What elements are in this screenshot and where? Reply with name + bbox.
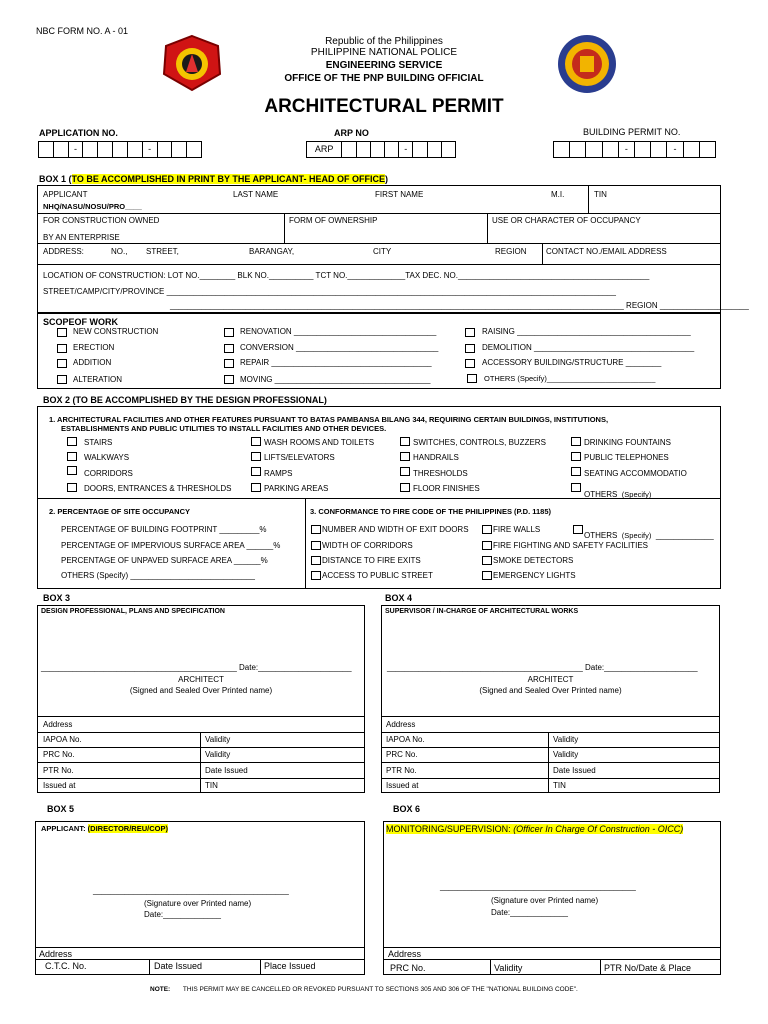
box3-architect: ARCHITECT bbox=[178, 675, 224, 684]
box4-issued-at[interactable]: Issued at bbox=[386, 781, 419, 790]
box6-label: BOX 6 bbox=[393, 804, 421, 814]
header-office: OFFICE OF THE PNP BUILDING OFFICIAL bbox=[284, 73, 484, 84]
contact-label: CONTACT NO./EMAIL ADDRESS bbox=[546, 247, 667, 256]
checkbox-renovation[interactable] bbox=[224, 328, 234, 337]
header-republic: Republic of the Philippines bbox=[325, 36, 443, 47]
checkbox-wash-rooms[interactable] bbox=[251, 437, 261, 446]
by-enterprise-label: BY AN ENTERPRISE bbox=[43, 233, 120, 242]
others-fire-label: OTHERS (Specify) _____________ bbox=[584, 531, 714, 540]
floor-finishes-label: FLOOR FINISHES bbox=[413, 484, 480, 493]
corridors-label: CORRIDORS bbox=[84, 469, 133, 478]
checkbox-handrails[interactable] bbox=[400, 452, 410, 461]
applicant-label: APPLICANT bbox=[43, 190, 88, 199]
box3-iapoa[interactable]: IAPOA No. bbox=[43, 735, 82, 744]
parking-label: PARKING AREAS bbox=[264, 484, 329, 493]
use-character-label: USE OR CHARACTER OF OCCUPANCY bbox=[492, 216, 641, 225]
checkbox-switches[interactable] bbox=[400, 437, 410, 446]
header-pnp: PHILIPPINE NATIONAL POLICE bbox=[310, 47, 458, 58]
box3-prc[interactable]: PRC No. bbox=[43, 750, 75, 759]
checkbox-alteration[interactable] bbox=[57, 375, 67, 384]
checkbox-walkways[interactable] bbox=[67, 452, 77, 461]
item1-text-b: ESTABLISHMENTS AND PUBLIC UTILITIES TO INSTALL FACILITIES AND OTHER DEVICES. bbox=[61, 424, 387, 433]
others-facilities-label: OTHERS (Specify) __________ bbox=[584, 490, 701, 499]
box5-date-issued[interactable]: Date Issued bbox=[154, 961, 203, 971]
demolition-label: DEMOLITION ____________________________________ bbox=[482, 343, 695, 352]
lifts-label: LIFTS/ELEVATORS bbox=[264, 453, 335, 462]
region-label: REGION bbox=[495, 247, 527, 256]
thresholds-label: THRESHOLDS bbox=[413, 469, 468, 478]
box5-heading: APPLICANT: (DIRECTOR/REU/COP) bbox=[41, 824, 168, 833]
pct-unpaved-field[interactable]: PERCENTAGE OF UNPAVED SURFACE AREA ______% bbox=[61, 556, 268, 565]
box6-signature-line[interactable]: ____________________________________________ bbox=[440, 882, 636, 891]
box3-heading: DESIGN PROFESSIONAL, PLANS AND SPECIFICATION bbox=[41, 608, 225, 615]
address-label: ADDRESS: bbox=[43, 247, 84, 256]
checkbox-erection[interactable] bbox=[57, 344, 67, 353]
alteration-label: ALTERATION bbox=[73, 375, 123, 384]
checkbox-exit-doors[interactable] bbox=[311, 525, 321, 534]
footer-note: NOTE: THIS PERMIT MAY BE CANCELLED OR REVOKED PURSUANT TO SECTIONS 305 AND 306 OF THE "NATIONAL BUILDING CODE". bbox=[150, 986, 578, 993]
box6-ptr[interactable]: PTR No/Date & Place bbox=[604, 963, 692, 973]
tin-label: TIN bbox=[594, 190, 607, 199]
erection-label: ERECTION bbox=[73, 343, 115, 352]
first-name-label: FIRST NAME bbox=[375, 190, 424, 199]
checkbox-doors[interactable] bbox=[67, 483, 77, 492]
checkbox-demolition[interactable] bbox=[465, 344, 475, 353]
checkbox-width-corridors[interactable] bbox=[311, 541, 321, 550]
box4-date-issued[interactable]: Date Issued bbox=[553, 766, 596, 775]
street-label: STREET, bbox=[146, 247, 179, 256]
checkbox-drinking[interactable] bbox=[571, 437, 581, 446]
box6-signature-caption: (Signature over Printed name) bbox=[491, 896, 599, 905]
box4-validity2[interactable]: Validity bbox=[553, 750, 579, 759]
checkbox-addition[interactable] bbox=[57, 359, 67, 368]
handrails-label: HANDRAILS bbox=[413, 453, 459, 462]
box5-signature-line[interactable]: ____________________________________________ bbox=[93, 886, 289, 895]
checkbox-conversion[interactable] bbox=[224, 344, 234, 353]
checkbox-raising[interactable] bbox=[465, 328, 475, 337]
doors-label: DOORS, ENTRANCES & THRESHOLDS bbox=[84, 484, 232, 493]
box4-iapoa[interactable]: IAPOA No. bbox=[386, 735, 425, 744]
location-line[interactable]: LOCATION OF CONSTRUCTION: LOT NO.________ BLK NO.__________ TCT NO._____________TAX DEC. NO.___________________________________________ bbox=[43, 271, 650, 280]
checkbox-parking[interactable] bbox=[251, 483, 261, 492]
arp-no-field[interactable]: ARP - bbox=[306, 141, 456, 158]
box4-signed: (Signed and Sealed Over Printed name) bbox=[479, 686, 622, 695]
box4-prc[interactable]: PRC No. bbox=[386, 750, 418, 759]
box5-ctc[interactable]: C.T.C. No. bbox=[45, 961, 87, 971]
checkbox-ramps[interactable] bbox=[251, 467, 261, 476]
conversion-label: CONVERSION ________________________________ bbox=[240, 343, 439, 352]
checkbox-smoke-detectors[interactable] bbox=[482, 556, 492, 565]
checkbox-new-construction[interactable] bbox=[57, 328, 67, 337]
region-line[interactable]: ______________________________________________________________________________________________________ REGION ____________________ bbox=[170, 301, 749, 310]
box5-date[interactable]: Date:_____________ bbox=[144, 910, 221, 919]
building-permit-no-field[interactable]: - - bbox=[553, 141, 716, 158]
fire-walls-label: FIRE WALLS bbox=[493, 525, 541, 534]
checkbox-thresholds[interactable] bbox=[400, 467, 410, 476]
checkbox-moving[interactable] bbox=[224, 375, 234, 384]
repair-label: REPAIR ____________________________________ bbox=[240, 358, 432, 367]
distance-exits-label: DISTANCE TO FIRE EXITS bbox=[322, 556, 421, 565]
page-title: ARCHITECTURAL PERMIT bbox=[264, 96, 504, 117]
checkbox-distance-exits[interactable] bbox=[311, 556, 321, 565]
drinking-label: DRINKING FOUNTAINS bbox=[584, 438, 671, 447]
checkbox-fire-fighting[interactable] bbox=[482, 541, 492, 550]
checkbox-accessory[interactable] bbox=[465, 359, 475, 368]
checkbox-access-street[interactable] bbox=[311, 571, 321, 580]
building-permit-no-label: BUILDING PERMIT NO. bbox=[583, 127, 681, 137]
checkbox-repair[interactable] bbox=[224, 359, 234, 368]
box4-section bbox=[381, 605, 720, 793]
checkbox-floor-finishes[interactable] bbox=[400, 483, 410, 492]
application-no-label: APPLICATION NO. bbox=[39, 128, 118, 138]
arp-no-label: ARP NO bbox=[334, 128, 369, 138]
walkways-label: WALKWAYS bbox=[84, 453, 130, 462]
checkbox-others-scope[interactable] bbox=[467, 374, 477, 383]
raising-label: RAISING _______________________________________ bbox=[482, 327, 691, 336]
exit-doors-label: NUMBER AND WIDTH OF EXIT DOORS bbox=[322, 525, 469, 534]
item1-text-a: 1. ARCHITECTURAL FACILITIES AND OTHER FEATURES PURSUANT TO BATAS PAMBANSA BILANG 344, REQUIRING CERTAIN BUILDINGS, INSTITUTIONS, bbox=[49, 415, 609, 424]
box3-tin[interactable]: TIN bbox=[205, 781, 218, 790]
city-label: CITY bbox=[373, 247, 392, 256]
header-engineering: ENGINEERING SERVICE bbox=[325, 60, 443, 71]
box2-label: BOX 2 (TO BE ACCOMPLISHED BY THE DESIGN PROFESSIONAL) bbox=[43, 395, 327, 405]
form-ownership-label: FORM OF OWNERSHIP bbox=[289, 216, 378, 225]
box3-signed: (Signed and Sealed Over Printed name) bbox=[129, 686, 273, 695]
box3-signature-line[interactable]: ____________________________________________ Date:_____________________ bbox=[41, 663, 352, 672]
item3-title: 3. CONFORMANCE TO FIRE CODE OF THE PHILIPPINES (P.D. 1185) bbox=[310, 507, 552, 516]
checkbox-corridors[interactable] bbox=[67, 466, 77, 475]
box3-address[interactable]: Address bbox=[43, 720, 73, 729]
box6-prc[interactable]: PRC No. bbox=[390, 963, 426, 973]
box3-ptr[interactable]: PTR No. bbox=[43, 766, 74, 775]
checkbox-seating[interactable] bbox=[571, 467, 581, 476]
seating-label: SEATING ACCOMMODATIO bbox=[584, 469, 687, 478]
pct-footprint-field[interactable]: PERCENTAGE OF BUILDING FOOTPRINT _________% bbox=[61, 525, 267, 534]
box3-section bbox=[37, 605, 365, 793]
box6-date[interactable]: Date:_____________ bbox=[491, 908, 568, 917]
checkbox-stairs[interactable] bbox=[67, 437, 77, 446]
box1-label: BOX 1 (TO BE ACCOMPLISHED IN PRINT BY THE APPLICANT- HEAD OF OFFICE) bbox=[39, 174, 389, 184]
checkbox-telephones[interactable] bbox=[571, 452, 581, 461]
accessory-label: ACCESSORY BUILDING/STRUCTURE ________ bbox=[482, 358, 662, 367]
box3-validity1[interactable]: Validity bbox=[205, 735, 231, 744]
switches-label: SWITCHES, CONTROLS, BUZZERS bbox=[413, 438, 546, 447]
form-number: NBC FORM NO. A - 01 bbox=[36, 26, 129, 36]
moving-label: MOVING ___________________________________ bbox=[240, 375, 431, 384]
box3-validity2[interactable]: Validity bbox=[205, 750, 231, 759]
box4-address[interactable]: Address bbox=[386, 720, 416, 729]
box3-label: BOX 3 bbox=[43, 593, 71, 603]
applicant-office-field[interactable]: NHQ/NASU/NOSU/PRO____ bbox=[43, 202, 142, 211]
last-name-label: LAST NAME bbox=[233, 190, 279, 199]
box4-heading: SUPERVISOR / IN-CHARGE OF ARCHITECTURAL WORKS bbox=[385, 608, 579, 615]
new-construction-label: NEW CONSTRUCTION bbox=[73, 327, 159, 336]
width-corridors-label: WIDTH OF CORRIDORS bbox=[322, 541, 413, 550]
application-no-field[interactable]: - - bbox=[38, 141, 202, 158]
box3-date-issued[interactable]: Date Issued bbox=[205, 766, 248, 775]
checkbox-others-fire[interactable] bbox=[573, 525, 583, 534]
pct-others-field[interactable]: OTHERS (Specify) ____________________________ bbox=[61, 571, 255, 580]
box4-tin[interactable]: TIN bbox=[553, 781, 566, 790]
smoke-detectors-label: SMOKE DETECTORS bbox=[493, 556, 574, 565]
item2-title: 2. PERCENTAGE OF SITE OCCUPANCY bbox=[49, 507, 190, 516]
ramps-label: RAMPS bbox=[264, 469, 293, 478]
barangay-label: BARANGAY, bbox=[249, 247, 295, 256]
box5-section bbox=[35, 821, 365, 975]
addition-label: ADDITION bbox=[73, 358, 112, 367]
checkbox-emergency-lights[interactable] bbox=[482, 571, 492, 580]
mi-label: M.I. bbox=[551, 190, 565, 199]
access-street-label: ACCESS TO PUBLIC STREET bbox=[322, 571, 433, 580]
box3-issued-at[interactable]: Issued at bbox=[43, 781, 76, 790]
construction-owned-label: FOR CONSTRUCTION OWNED bbox=[43, 216, 160, 225]
telephones-label: PUBLIC TELEPHONES bbox=[584, 453, 669, 462]
others-scope-label: OTHERS (Specify)__________________________ bbox=[484, 374, 656, 383]
wash-rooms-label: WASH ROOMS AND TOILETS bbox=[264, 438, 375, 447]
box6-validity[interactable]: Validity bbox=[494, 963, 523, 973]
fire-fighting-label: FIRE FIGHTING AND SAFETY FACILITIES bbox=[493, 541, 648, 550]
box4-architect: ARCHITECT bbox=[527, 675, 574, 684]
street-camp-line[interactable]: STREET/CAMP/CITY/PROVINCE _____________________________________________________________________________________________________ bbox=[43, 287, 616, 296]
checkbox-others-facilities[interactable] bbox=[571, 483, 581, 492]
checkbox-fire-walls[interactable] bbox=[482, 525, 492, 534]
box6-address[interactable]: Address bbox=[388, 949, 422, 959]
pct-impervious-field[interactable]: PERCENTAGE OF IMPERVIOUS SURFACE AREA ______% bbox=[61, 541, 281, 550]
box5-address[interactable]: Address bbox=[39, 949, 73, 959]
scope-title: SCOPEOF WORK bbox=[43, 317, 119, 327]
box4-validity1[interactable]: Validity bbox=[553, 735, 579, 744]
box5-signature-caption: (Signature over Printed name) bbox=[144, 899, 252, 908]
stairs-label: STAIRS bbox=[84, 438, 113, 447]
renovation-label: RENOVATION ________________________________ bbox=[240, 327, 437, 336]
box4-ptr[interactable]: PTR No. bbox=[386, 766, 417, 775]
checkbox-lifts[interactable] bbox=[251, 452, 261, 461]
emergency-lights-label: EMERGENCY LIGHTS bbox=[493, 571, 576, 580]
box5-place-issued[interactable]: Place Issued bbox=[264, 961, 316, 971]
box5-label: BOX 5 bbox=[47, 804, 75, 814]
box4-signature-line[interactable]: ____________________________________________ Date:_____________________ bbox=[387, 663, 698, 672]
box6-heading: MONITORING/SUPERVISION: (Officer In Charge Of Construction - OICC) bbox=[386, 824, 684, 834]
address-no-label: NO., bbox=[111, 247, 128, 256]
box4-label: BOX 4 bbox=[385, 593, 413, 603]
